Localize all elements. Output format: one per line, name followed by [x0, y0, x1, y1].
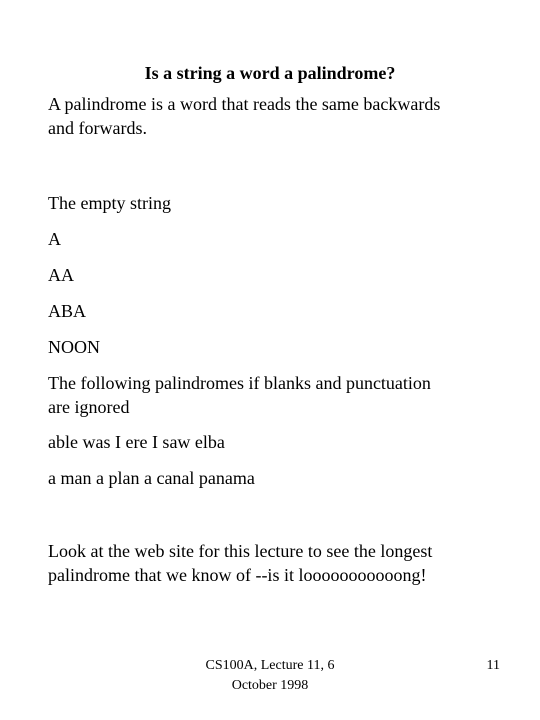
footer-course-info — [190, 656, 350, 696]
phrase-able-was-i: able was I ere I saw elba — [48, 432, 225, 452]
web-note-line-1: Look at the web site for this lecture to see the longest — [48, 541, 433, 561]
definition-paragraph — [48, 92, 518, 140]
web-note-line-2: palindrome that we know of --is it looooooooooong! — [48, 565, 427, 585]
ignored-note-line-1: The following palindromes if blanks and punctuation — [48, 373, 431, 393]
example-aa: AA — [48, 265, 74, 285]
definition-line-1: A palindrome is a word that reads the same backwards — [48, 94, 441, 114]
footer-line-2: October 1998 — [231, 678, 309, 693]
example-aba: ABA — [48, 301, 87, 321]
page-number: 11 — [486, 658, 500, 673]
definition-line-2: and forwards. — [48, 118, 147, 138]
example-noon: NOON — [48, 337, 100, 357]
web-note-paragraph — [48, 539, 518, 587]
ignored-note-line-2: are ignored — [48, 397, 130, 417]
example-empty-string: The empty string — [48, 193, 171, 213]
phrase-a-man-a-plan: a man a plan a canal panama — [48, 468, 255, 488]
footer-line-1: CS100A, Lecture 11, 6 — [205, 658, 335, 673]
ignored-note-paragraph — [48, 371, 518, 419]
example-a: A — [48, 229, 61, 249]
slide-title: Is a string a word a palindrome? — [144, 63, 396, 83]
